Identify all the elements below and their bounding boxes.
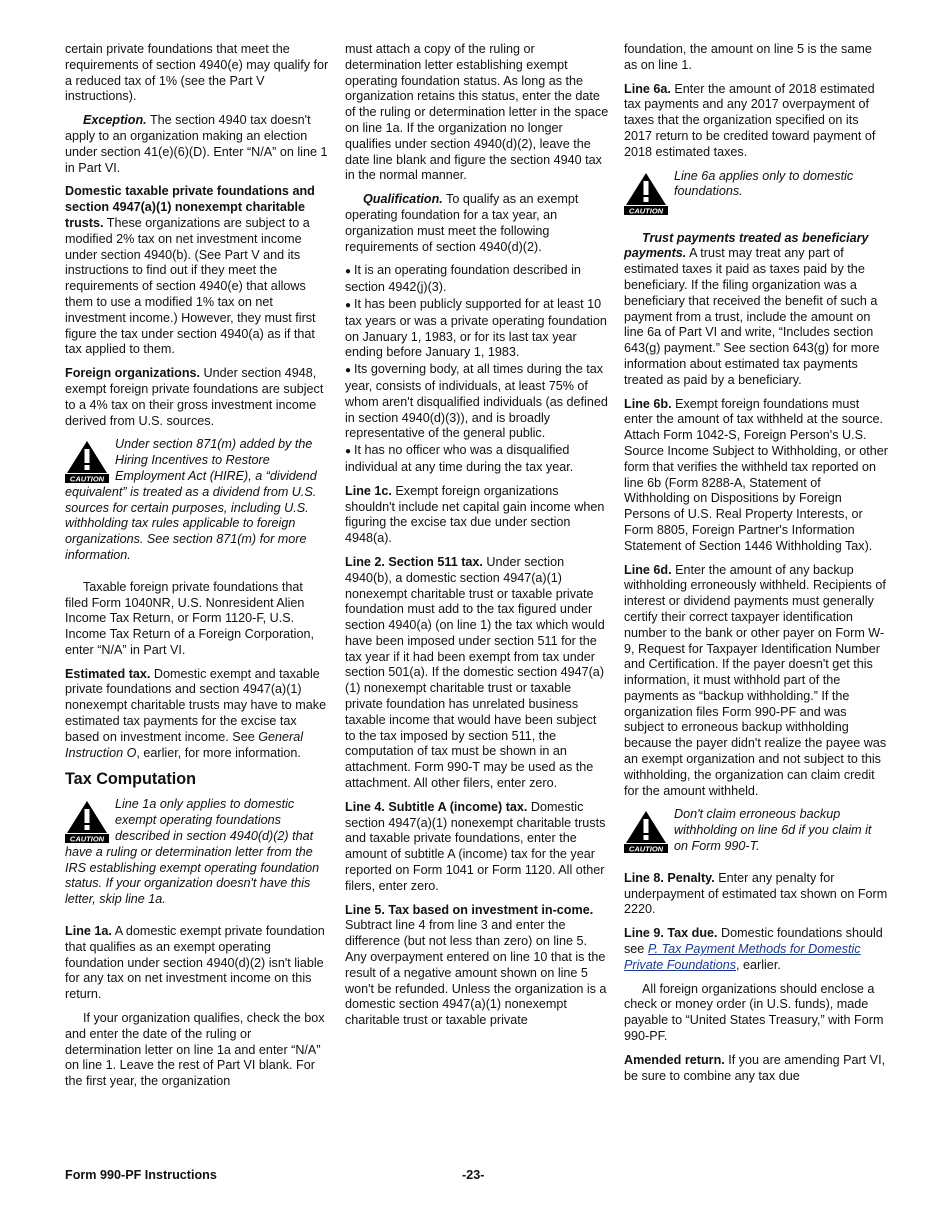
paragraph-line-1c: Line 1c. Exempt foreign organizations shouldn't include net capital gain income when figuring the excise tax due under section 4948(a).	[345, 483, 605, 546]
paragraph-amended-return: Amended return. If you are amending Part VI, be sure to combine any tax due	[624, 1052, 886, 1083]
bullet-icon: ●	[345, 266, 352, 278]
bullet-icon: ●	[345, 446, 352, 458]
foreign-heading: Foreign organizations.	[65, 366, 201, 381]
paragraph-exception: Exception. The section 4940 tax doesn't apply to an organization making an election under section 41(e)(6)(D). Enter “N/A” on line 1 in Part VI.	[65, 113, 328, 175]
section-heading-tax-computation: Tax Computation	[65, 770, 196, 789]
svg-text:CAUTION: CAUTION	[628, 206, 664, 215]
qualification-heading: Qualification.	[363, 192, 443, 207]
caution-note-line-1a: CAUTION Line 1a only applies to domestic exempt operating foundations described in section 4940(d)(2) that have a ruling or determination letter from the IRS establishing exempt operating foundation status. If your organization doesn't have this letter, skip line 1a.	[65, 797, 320, 907]
requirements-list	[345, 263, 609, 475]
paragraph-line-8: Line 8. Penalty. Enter any penalty for underpayment of estimated tax shown on Form 2220.	[624, 870, 888, 917]
line-4-heading: Line 4. Subtitle A (income) tax.	[345, 799, 528, 814]
list-item: ● It is an operating foundation described in section 4942(j)(3).	[345, 263, 581, 295]
paragraph-qualification: Qualification. To qualify as an exempt operating foundation for a tax year, an organization must meet the following requirements of section 4940(d)(2).	[345, 192, 579, 254]
page-number: -23-	[462, 1168, 485, 1182]
exception-heading: Exception.	[83, 113, 147, 128]
list-item: ● Its governing body, at all times during the tax year, consists of individuals, at least 75% of whom aren't disqualified individuals (as defined in section 4940(d)(3)), and is broadly representative of the general public.	[345, 362, 608, 441]
line-6b-heading: Line 6b.	[624, 396, 672, 411]
caution-icon	[624, 809, 668, 853]
paragraph-trust-payments: Trust payments treated as beneficiary payments. A trust may treat any part of estimated taxes it paid as taxes paid by the beneficiary. If the filing organization was a beneficiary that received the benefit of such a payment from a trust, include the amount on line 6a of Part VI and write, “Includes section 643(g) payment.” See section 643(g) for more information about estimated tax payments treated as paid by a beneficiary.	[624, 230, 880, 387]
tax-payment-methods-link[interactable]: P. Tax Payment Methods for Domestic Private Foundations	[624, 942, 861, 972]
paragraph-foreign: Foreign organizations. Under section 4948, exempt foreign private foundations are subject to a 4% tax on their gross investment income derived from U.S. sources.	[65, 366, 324, 428]
svg-text:CAUTION: CAUTION	[69, 474, 105, 484]
paragraph-line-5-cont: foundation, the amount on line 5 is the same as on line 1.	[624, 42, 872, 72]
column-left	[65, 42, 329, 1098]
paragraph-line-6d: Line 6d. Enter the amount of any backup withholding erroneously withheld. Recipients of interest or dividend payments must generally certify their correct taxpayer identification number to the bank or other payer on Form W-9, Request for Taxpayer Identification Number and Certification. If the payer doesn't get this information, it must withhold part of the payments as “backup withholding.” If the organization files Form 990-PF and was subject to erroneous backup withholding because the payer didn't realize the payee was an exempt organization and not subject to this withholding, the organization can claim credit for the amount withheld.	[624, 562, 887, 798]
column-right	[624, 42, 888, 1092]
caution-note-line-6a: CAUTION Line 6a applies only to domestic foundations.	[624, 169, 888, 215]
paragraph-taxable-foreign: Taxable foreign private foundations that filed Form 1040NR, U.S. Nonresident Alien Income Tax Return, or Form 1120-F, U.S. Income Tax Return of a Foreign Corporation, enter “N/A” in Part VI.	[65, 579, 314, 657]
line-5-heading: Line 5. Tax based on investment in-come.	[345, 902, 594, 917]
line-9-heading: Line 9. Tax due.	[624, 926, 718, 941]
paragraph-qualifies: If your organization qualifies, check the box and enter the date of the ruling or determination letter on line 1a and enter “N/A” on line 1. Leave the rest of Part VI blank. For the first year, the organization	[65, 1011, 325, 1089]
line-2-heading: Line 2. Section 511 tax.	[345, 554, 483, 569]
line-6a-heading: Line 6a.	[624, 81, 671, 96]
caution-note-871m: CAUTION Under section 871(m) added by the Hiring Incentives to Restore Employment Act (HIRE), a “dividend equivalent” is treated as a dividend from U.S. sources for certain purposes, including U.S. withholding tax rules applicable to foreign organizations. See section 871(m) for more information.	[65, 437, 317, 562]
caution-icon	[624, 171, 668, 215]
estimated-heading: Estimated tax.	[65, 666, 151, 681]
caution-note-line-6d: CAUTION Don't claim erroneous backup withholding on line 6d if you claim it on Form 990-T.	[624, 807, 888, 854]
footer-title: Form 990-PF Instructions	[65, 1168, 217, 1182]
caution-icon	[65, 799, 109, 843]
paragraph-line-2: Line 2. Section 511 tax. Under section 4940(b), a domestic section 4947(a)(1) nonexempt charitable trust or taxable private foundation must add to the tax figured under section 4940(a) (on line 1) the tax which would have been imposed under section 511 for the tax year if it had been exempt from tax under section 501(a). If the domestic section 4947(a)(1) nonexempt charitable trust or taxable private foundation has unrelated business taxable income that would have been subject to the tax imposed by section 511, the computation of tax must be shown in an attachment. Form 990-T may be used as the attachment. All other filers, enter zero.	[345, 554, 605, 791]
svg-text:CAUTION: CAUTION	[628, 844, 664, 854]
paragraph-line-4: Line 4. Subtitle A (income) tax. Domestic section 4947(a)(1) nonexempt charitable trusts and taxable private foundations, enter the amount of subtitle A (income) tax for the year reported on Form 1041 or Form 1120. All other filers, enter zero.	[345, 799, 606, 893]
list-item: ● It has no officer who was a disqualified individual at any time during the tax year.	[345, 443, 574, 474]
paragraph-line-9: Line 9. Tax due. Domestic foundations should see P. Tax Payment Methods for Domestic Private Foundations, earlier.	[624, 926, 883, 972]
column-middle	[345, 42, 609, 1037]
paragraph-domestic: Domestic taxable private foundations and section 4947(a)(1) nonexempt charitable trusts. These organizations are subject to a modified 2% tax on net investment income under section 4940(b). (See Part V and its instructions to find out if they meet the requirements of section 4940(e) that allows them to use a modified 1% tax on net investment income.) However, they must first figure the tax under section 4940(a) as if that tax applied to them.	[65, 184, 316, 357]
svg-text:CAUTION: CAUTION	[69, 834, 105, 844]
trust-heading: Trust payments treated as beneficiary payments.	[624, 230, 869, 261]
paragraph-intro: certain private foundations that meet the requirements of section 4940(e) may qualify for a reduced tax of 1% (see the Part V instructions).	[65, 42, 329, 104]
paragraph-foreign-organizations: All foreign organizations should enclose a check or money order (in U.S. funds), made payable to “United States Treasury,” with Form 990-PF.	[624, 981, 884, 1044]
amended-heading: Amended return.	[624, 1052, 725, 1067]
bullet-icon: ●	[345, 365, 352, 377]
line-1c-heading: Line 1c.	[345, 483, 392, 498]
line-6d-heading: Line 6d.	[624, 562, 672, 577]
bullet-icon: ●	[345, 299, 352, 311]
paragraph-estimated: Estimated tax. Domestic exempt and taxable private foundations and section 4947(a)(1) nonexempt charitable trusts may have to make estimated tax payments for the excise tax based on investment income. See General Instruction O, earlier, for more information.	[65, 666, 327, 760]
paragraph-line-5: Line 5. Tax based on investment in-come. Subtract line 4 from line 3 and enter the difference (but not less than zero) on line 5. Any overpayment entered on line 10 that is the result of a negative amount shown on line 5 won't be refunded. Unless the organization is a domestic section 4947(a)(1) nonexempt charitable trust or taxable private	[345, 902, 607, 1028]
paragraph-line-6a: Line 6a. Enter the amount of 2018 estimated tax payments and any 2017 overpayment of taxes that the organization specified on its 2017 return to be credited toward payment of 2018 estimated taxes.	[624, 81, 876, 159]
line-1a-heading: Line 1a.	[65, 924, 112, 939]
line-8-heading: Line 8. Penalty.	[624, 870, 715, 885]
paragraph-line-6b: Line 6b. Exempt foreign foundations must enter the amount of tax withheld at the source. Attach Form 1042-S, Foreign Person's U.S. Source Income Subject to Withholding, or other form that verifies the withheld tax reported on line 6b (Form 8288-A, Statement of Withholding on Dispositions by Foreign Persons of U.S. Real Property Interests, or Form 8805, Foreign Partner's Information Statement of Section 1446 Withholding Tax).	[624, 396, 888, 553]
caution-icon	[65, 439, 109, 483]
paragraph-line-1a: Line 1a. A domestic exempt private foundation that qualifies as an exempt operating foundation under section 4940(d)(2) isn't liable for any tax on net investment income on this return.	[65, 924, 325, 1002]
paragraph-ruling-letter: must attach a copy of the ruling or determination letter establishing exempt operating foundation status. As long as the organization retains this status, enter the date of the ruling or determination letter in the space on line 1a. If the organization no longer qualifies under section 4940(d)(2), leave the date line blank and figure the section 4940 tax in the normal manner.	[345, 42, 609, 183]
list-item: ● It has been publicly supported for at least 10 tax years or was a private operating foundation on January 1, 1983, or for its last tax year ending before January 1, 1983.	[345, 296, 607, 360]
domestic-heading: Domestic taxable private foundations and section 4947(a)(1) nonexempt charitable trusts.	[65, 184, 315, 230]
